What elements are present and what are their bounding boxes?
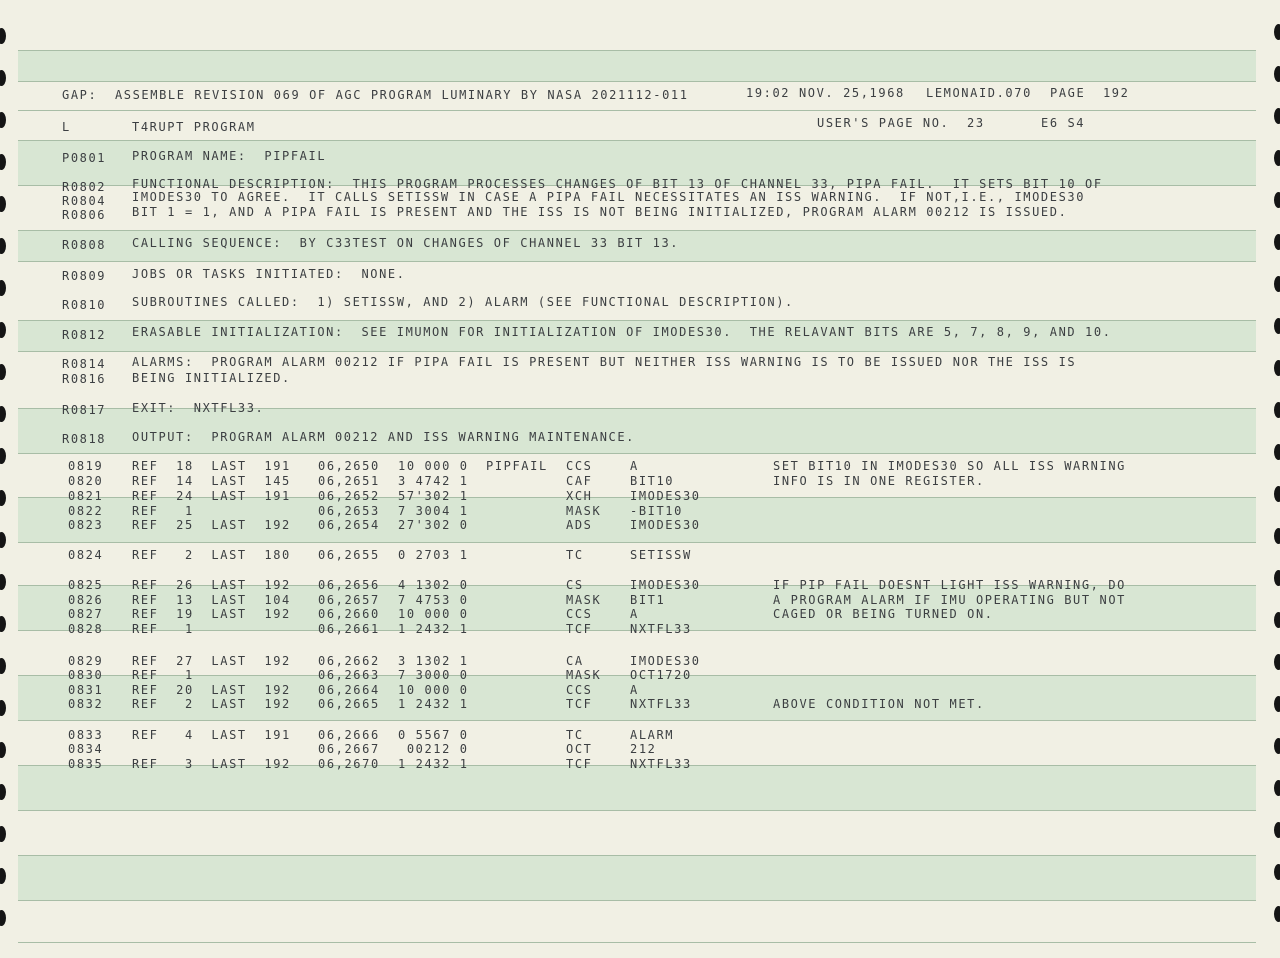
code-line-address: 06,2652 xyxy=(318,489,380,503)
doc-line-text: ALARMS: PROGRAM ALARM 00212 IF PIPA FAIL IS PRESENT BUT NEITHER ISS WARNING IS TO BE ISSUED NOR THE ISS IS xyxy=(132,355,1077,369)
code-line-ref: REF 1 xyxy=(132,622,194,636)
sprocket-hole-icon xyxy=(1274,360,1280,376)
code-line-operand: OCT1720 xyxy=(630,668,692,682)
page-number: PAGE 192 xyxy=(1050,86,1130,100)
code-line-word: 1 2432 1 xyxy=(398,622,469,636)
code-line-ref: REF 1 xyxy=(132,668,194,682)
code-line-word: 00212 0 xyxy=(398,742,469,756)
doc-line-text: BIT 1 = 1, AND A PIPA FAIL IS PRESENT AND THE ISS IS NOT BEING INITIALIZED, PROGRAM ALARM 00212 IS ISSUED. xyxy=(132,205,1068,219)
green-band xyxy=(18,765,1256,811)
code-line-ref: REF 2 LAST 180 xyxy=(132,548,291,562)
code-line-number: 0821 xyxy=(68,489,104,503)
code-line-word: 4 1302 0 xyxy=(398,578,469,592)
doc-line-id: R0808 xyxy=(62,238,107,252)
code-line-opcode: TCF xyxy=(566,757,593,771)
code-line-opcode: MASK xyxy=(566,504,602,518)
code-line-number: 0819 xyxy=(68,459,104,473)
code-line-ref: REF 4 LAST 191 xyxy=(132,728,291,742)
sprocket-hole-icon xyxy=(1274,570,1280,586)
code-line-operand: A xyxy=(630,683,639,697)
sprocket-hole-icon xyxy=(0,826,6,842)
code-line-number: 0831 xyxy=(68,683,104,697)
sprocket-hole-icon xyxy=(0,532,6,548)
code-line-word: 1 2432 1 xyxy=(398,757,469,771)
code-line-opcode: MASK xyxy=(566,668,602,682)
code-line-opcode: CAF xyxy=(566,474,593,488)
code-line-comment: SET BIT10 IN IMODES30 SO ALL ISS WARNING xyxy=(773,459,1126,473)
code-line-number: 0824 xyxy=(68,548,104,562)
sprocket-hole-icon xyxy=(0,742,6,758)
sprocket-hole-icon xyxy=(1274,108,1280,124)
code-line-word: 0 2703 1 xyxy=(398,548,469,562)
sprocket-hole-icon xyxy=(0,700,6,716)
doc-line-text: EXIT: NXTFL33. xyxy=(132,401,265,415)
doc-line-id: R0812 xyxy=(62,328,107,342)
code-line-ref: REF 25 LAST 192 xyxy=(132,518,291,532)
code-line-address: 06,2664 xyxy=(318,683,380,697)
sprocket-hole-icon xyxy=(1274,654,1280,670)
green-band xyxy=(18,855,1256,901)
sprocket-hole-icon xyxy=(0,574,6,590)
code-line-word: 57'302 1 xyxy=(398,489,469,503)
code-line-number: 0833 xyxy=(68,728,104,742)
sprocket-hole-icon xyxy=(1274,192,1280,208)
program-title: T4RUPT PROGRAM xyxy=(132,120,256,134)
sprocket-hole-icon xyxy=(0,868,6,884)
users-page-number: USER'S PAGE NO. 23 xyxy=(817,116,985,130)
code-line-address: 06,2667 xyxy=(318,742,380,756)
sprocket-hole-icon xyxy=(1274,276,1280,292)
doc-line-text: FUNCTIONAL DESCRIPTION: THIS PROGRAM PROCESSES CHANGES OF BIT 13 OF CHANNEL 33, PIPA FAIL. IT SETS BIT 10 OF xyxy=(132,177,1103,191)
section-code: E6 S4 xyxy=(1041,116,1086,130)
sprocket-hole-icon xyxy=(1274,612,1280,628)
code-line-number: 0830 xyxy=(68,668,104,682)
code-line-word: 10 000 0 xyxy=(398,683,469,697)
doc-line-id: R0818 xyxy=(62,432,107,446)
code-line-number: 0835 xyxy=(68,757,104,771)
sprocket-hole-icon xyxy=(1274,864,1280,880)
doc-line-text: CALLING SEQUENCE: BY C33TEST ON CHANGES OF CHANNEL 33 BIT 13. xyxy=(132,236,680,250)
doc-line-text: ERASABLE INITIALIZATION: SEE IMUMON FOR INITIALIZATION OF IMODES30. THE RELAVANT BITS ARE 5, 7, 8, 9, AND 10. xyxy=(132,325,1112,339)
code-line-address: 06,2661 xyxy=(318,622,380,636)
code-line-opcode: XCH xyxy=(566,489,593,503)
code-line-opcode: TCF xyxy=(566,622,593,636)
doc-line-text: SUBROUTINES CALLED: 1) SETISSW, AND 2) ALARM (SEE FUNCTIONAL DESCRIPTION). xyxy=(132,295,794,309)
doc-line-text: JOBS OR TASKS INITIATED: NONE. xyxy=(132,267,406,281)
code-line-word: 7 4753 0 xyxy=(398,593,469,607)
green-band xyxy=(18,50,1256,82)
code-line-ref: REF 2 LAST 192 xyxy=(132,697,291,711)
white-band xyxy=(18,942,1256,957)
code-line-ref: REF 20 LAST 192 xyxy=(132,683,291,697)
doc-line-id: R0816 xyxy=(62,372,107,386)
code-line-operand: BIT10 xyxy=(630,474,675,488)
code-line-opcode: TC xyxy=(566,728,584,742)
code-line-operand: NXTFL33 xyxy=(630,622,692,636)
code-line-address: 06,2653 xyxy=(318,504,380,518)
code-line-opcode: CA xyxy=(566,654,584,668)
code-line-operand: -BIT10 xyxy=(630,504,683,518)
doc-line-id: R0804 xyxy=(62,194,107,208)
sprocket-hole-icon xyxy=(1274,486,1280,502)
code-line-address: 06,2651 xyxy=(318,474,380,488)
code-line-ref: REF 13 LAST 104 xyxy=(132,593,291,607)
code-line-ref: REF 3 LAST 192 xyxy=(132,757,291,771)
doc-line-id: R0817 xyxy=(62,403,107,417)
code-line-number: 0828 xyxy=(68,622,104,636)
code-line-operand: A xyxy=(630,607,639,621)
code-line-ref: REF 18 LAST 191 xyxy=(132,459,291,473)
code-line-operand: IMODES30 xyxy=(630,578,701,592)
doc-line-id: R0814 xyxy=(62,357,107,371)
sprocket-hole-icon xyxy=(0,196,6,212)
code-line-ref: REF 14 LAST 145 xyxy=(132,474,291,488)
code-line-ref: REF 1 xyxy=(132,504,194,518)
sprocket-hole-icon xyxy=(0,154,6,170)
code-line-opcode: OCT xyxy=(566,742,593,756)
code-line-address: 06,2663 xyxy=(318,668,380,682)
code-line-ref: REF 27 LAST 192 xyxy=(132,654,291,668)
code-line-operand: SETISSW xyxy=(630,548,692,562)
code-line-comment: A PROGRAM ALARM IF IMU OPERATING BUT NOT xyxy=(773,593,1126,607)
sprocket-hole-icon xyxy=(1274,528,1280,544)
sprocket-hole-icon xyxy=(0,280,6,296)
code-line-operand: 212 xyxy=(630,742,657,756)
code-line-word: 3 4742 1 xyxy=(398,474,469,488)
code-line-opcode: TCF xyxy=(566,697,593,711)
code-line-operand: A xyxy=(630,459,639,473)
code-line-opcode: ADS xyxy=(566,518,593,532)
doc-line-id: R0806 xyxy=(62,208,107,222)
doc-line-id: R0810 xyxy=(62,298,107,312)
code-line-opcode: TC xyxy=(566,548,584,562)
sprocket-hole-icon xyxy=(1274,402,1280,418)
code-line-address: 06,2650 xyxy=(318,459,380,473)
code-line-label: PIPFAIL xyxy=(486,459,548,473)
code-line-number: 0825 xyxy=(68,578,104,592)
sprocket-hole-icon xyxy=(0,910,6,926)
code-line-word: 10 000 0 xyxy=(398,459,469,473)
sprocket-hole-icon xyxy=(0,616,6,632)
code-line-address: 06,2656 xyxy=(318,578,380,592)
sprocket-hole-icon xyxy=(1274,696,1280,712)
sprocket-hole-icon xyxy=(0,406,6,422)
code-line-operand: ALARM xyxy=(630,728,675,742)
sprocket-hole-icon xyxy=(1274,738,1280,754)
doc-line-id: R0809 xyxy=(62,269,107,283)
code-line-address: 06,2662 xyxy=(318,654,380,668)
code-line-number: 0822 xyxy=(68,504,104,518)
sprocket-hole-icon xyxy=(1274,66,1280,82)
code-line-comment: IF PIP FAIL DOESNT LIGHT ISS WARNING, DO xyxy=(773,578,1126,592)
code-line-ref: REF 19 LAST 192 xyxy=(132,607,291,621)
sprocket-hole-icon xyxy=(1274,444,1280,460)
sprocket-hole-icon xyxy=(1274,234,1280,250)
code-line-word: 27'302 0 xyxy=(398,518,469,532)
code-line-word: 10 000 0 xyxy=(398,607,469,621)
code-line-operand: IMODES30 xyxy=(630,518,701,532)
code-line-number: 0826 xyxy=(68,593,104,607)
code-line-opcode: CCS xyxy=(566,459,593,473)
code-line-operand: IMODES30 xyxy=(630,654,701,668)
code-line-number: 0820 xyxy=(68,474,104,488)
code-line-comment: ABOVE CONDITION NOT MET. xyxy=(773,697,985,711)
code-line-number: 0829 xyxy=(68,654,104,668)
doc-line-text: PROGRAM NAME: PIPFAIL xyxy=(132,149,327,163)
code-line-opcode: CCS xyxy=(566,607,593,621)
sprocket-hole-icon xyxy=(1274,318,1280,334)
code-line-word: 0 5567 0 xyxy=(398,728,469,742)
sprocket-hole-icon xyxy=(0,322,6,338)
code-line-address: 06,2657 xyxy=(318,593,380,607)
sprocket-hole-icon xyxy=(0,28,6,44)
code-line-operand: NXTFL33 xyxy=(630,757,692,771)
sprocket-hole-icon xyxy=(1274,822,1280,838)
doc-line-text: BEING INITIALIZED. xyxy=(132,371,291,385)
doc-line-text: IMODES30 TO AGREE. IT CALLS SETISSW IN CASE A PIPA FAIL NECESSITATES AN ISS WARNING. IF NOT,I.E., IMODES30 xyxy=(132,190,1086,204)
code-line-word: 1 2432 1 xyxy=(398,697,469,711)
code-line-opcode: MASK xyxy=(566,593,602,607)
sprocket-hole-icon xyxy=(0,784,6,800)
sprocket-hole-icon xyxy=(0,70,6,86)
sprocket-hole-icon xyxy=(1274,150,1280,166)
doc-line-text: OUTPUT: PROGRAM ALARM 00212 AND ISS WARNING MAINTENANCE. xyxy=(132,430,636,444)
code-line-comment: CAGED OR BEING TURNED ON. xyxy=(773,607,994,621)
sprocket-hole-icon xyxy=(1274,780,1280,796)
sprocket-hole-icon xyxy=(1274,906,1280,922)
sprocket-hole-icon xyxy=(0,658,6,674)
code-line-operand: IMODES30 xyxy=(630,489,701,503)
code-line-address: 06,2655 xyxy=(318,548,380,562)
code-line-number: 0827 xyxy=(68,607,104,621)
code-line-opcode: CCS xyxy=(566,683,593,697)
code-line-ref: REF 24 LAST 191 xyxy=(132,489,291,503)
code-line-operand: NXTFL33 xyxy=(630,697,692,711)
doc-line-id: P0801 xyxy=(62,151,107,165)
code-line-operand: BIT1 xyxy=(630,593,666,607)
code-line-address: 06,2666 xyxy=(318,728,380,742)
sprocket-hole-icon xyxy=(1274,24,1280,40)
lemonaid-version: LEMONAID.070 xyxy=(926,86,1032,100)
code-line-ref: REF 26 LAST 192 xyxy=(132,578,291,592)
code-line-address: 06,2654 xyxy=(318,518,380,532)
print-timestamp: 19:02 NOV. 25,1968 xyxy=(746,86,905,100)
code-line-word: 3 1302 1 xyxy=(398,654,469,668)
code-line-address: 06,2670 xyxy=(318,757,380,771)
code-line-number: 0834 xyxy=(68,742,104,756)
l-marker: L xyxy=(62,120,71,134)
assembly-header: GAP: ASSEMBLE REVISION 069 OF AGC PROGRAM LUMINARY BY NASA 2021112-011 xyxy=(62,88,689,102)
sprocket-hole-icon xyxy=(0,490,6,506)
code-line-comment: INFO IS IN ONE REGISTER. xyxy=(773,474,985,488)
code-line-number: 0832 xyxy=(68,697,104,711)
code-line-word: 7 3000 0 xyxy=(398,668,469,682)
doc-line-id: R0802 xyxy=(62,180,107,194)
code-line-number: 0823 xyxy=(68,518,104,532)
sprocket-hole-icon xyxy=(0,112,6,128)
code-line-opcode: CS xyxy=(566,578,584,592)
code-line-word: 7 3004 1 xyxy=(398,504,469,518)
sprocket-hole-icon xyxy=(0,238,6,254)
sprocket-hole-icon xyxy=(0,364,6,380)
code-line-address: 06,2665 xyxy=(318,697,380,711)
sprocket-hole-icon xyxy=(0,448,6,464)
code-line-address: 06,2660 xyxy=(318,607,380,621)
